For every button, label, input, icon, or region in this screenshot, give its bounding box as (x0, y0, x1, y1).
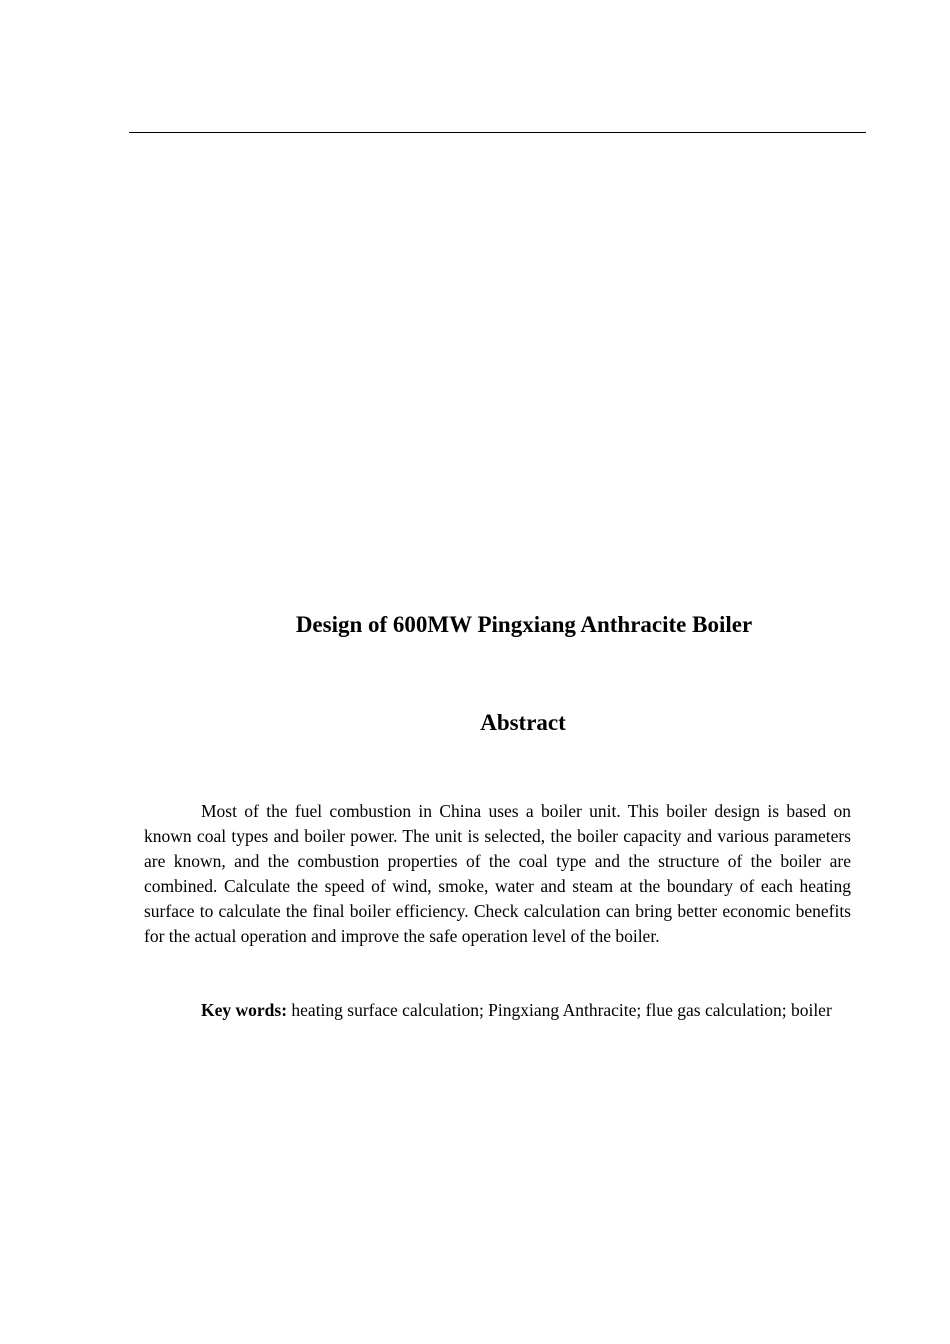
keywords-text: heating surface calculation; Pingxiang Anthracite; flue gas calculation; boiler (287, 1000, 832, 1020)
keywords-paragraph (144, 998, 851, 1023)
header-rule (129, 132, 866, 133)
abstract-body: Most of the fuel combustion in China uses a boiler unit. This boiler design is based on known coal types and boiler power. The unit is selected, the boiler capacity and various parameters are known, and the combustion properties of the coal type and the structure of the boiler are combined. Calculate the speed of wind, smoke, water and steam at the boundary of each heating surface to calculate the final boiler efficiency. Check calculation can bring better economic benefits for the actual operation and improve the safe operation level of the boiler. (144, 801, 851, 946)
document-title: Design of 600MW Pingxiang Anthracite Boiler (295, 612, 753, 637)
abstract-heading: Abstract (480, 710, 566, 735)
keywords-label: Key words: (201, 1000, 288, 1020)
